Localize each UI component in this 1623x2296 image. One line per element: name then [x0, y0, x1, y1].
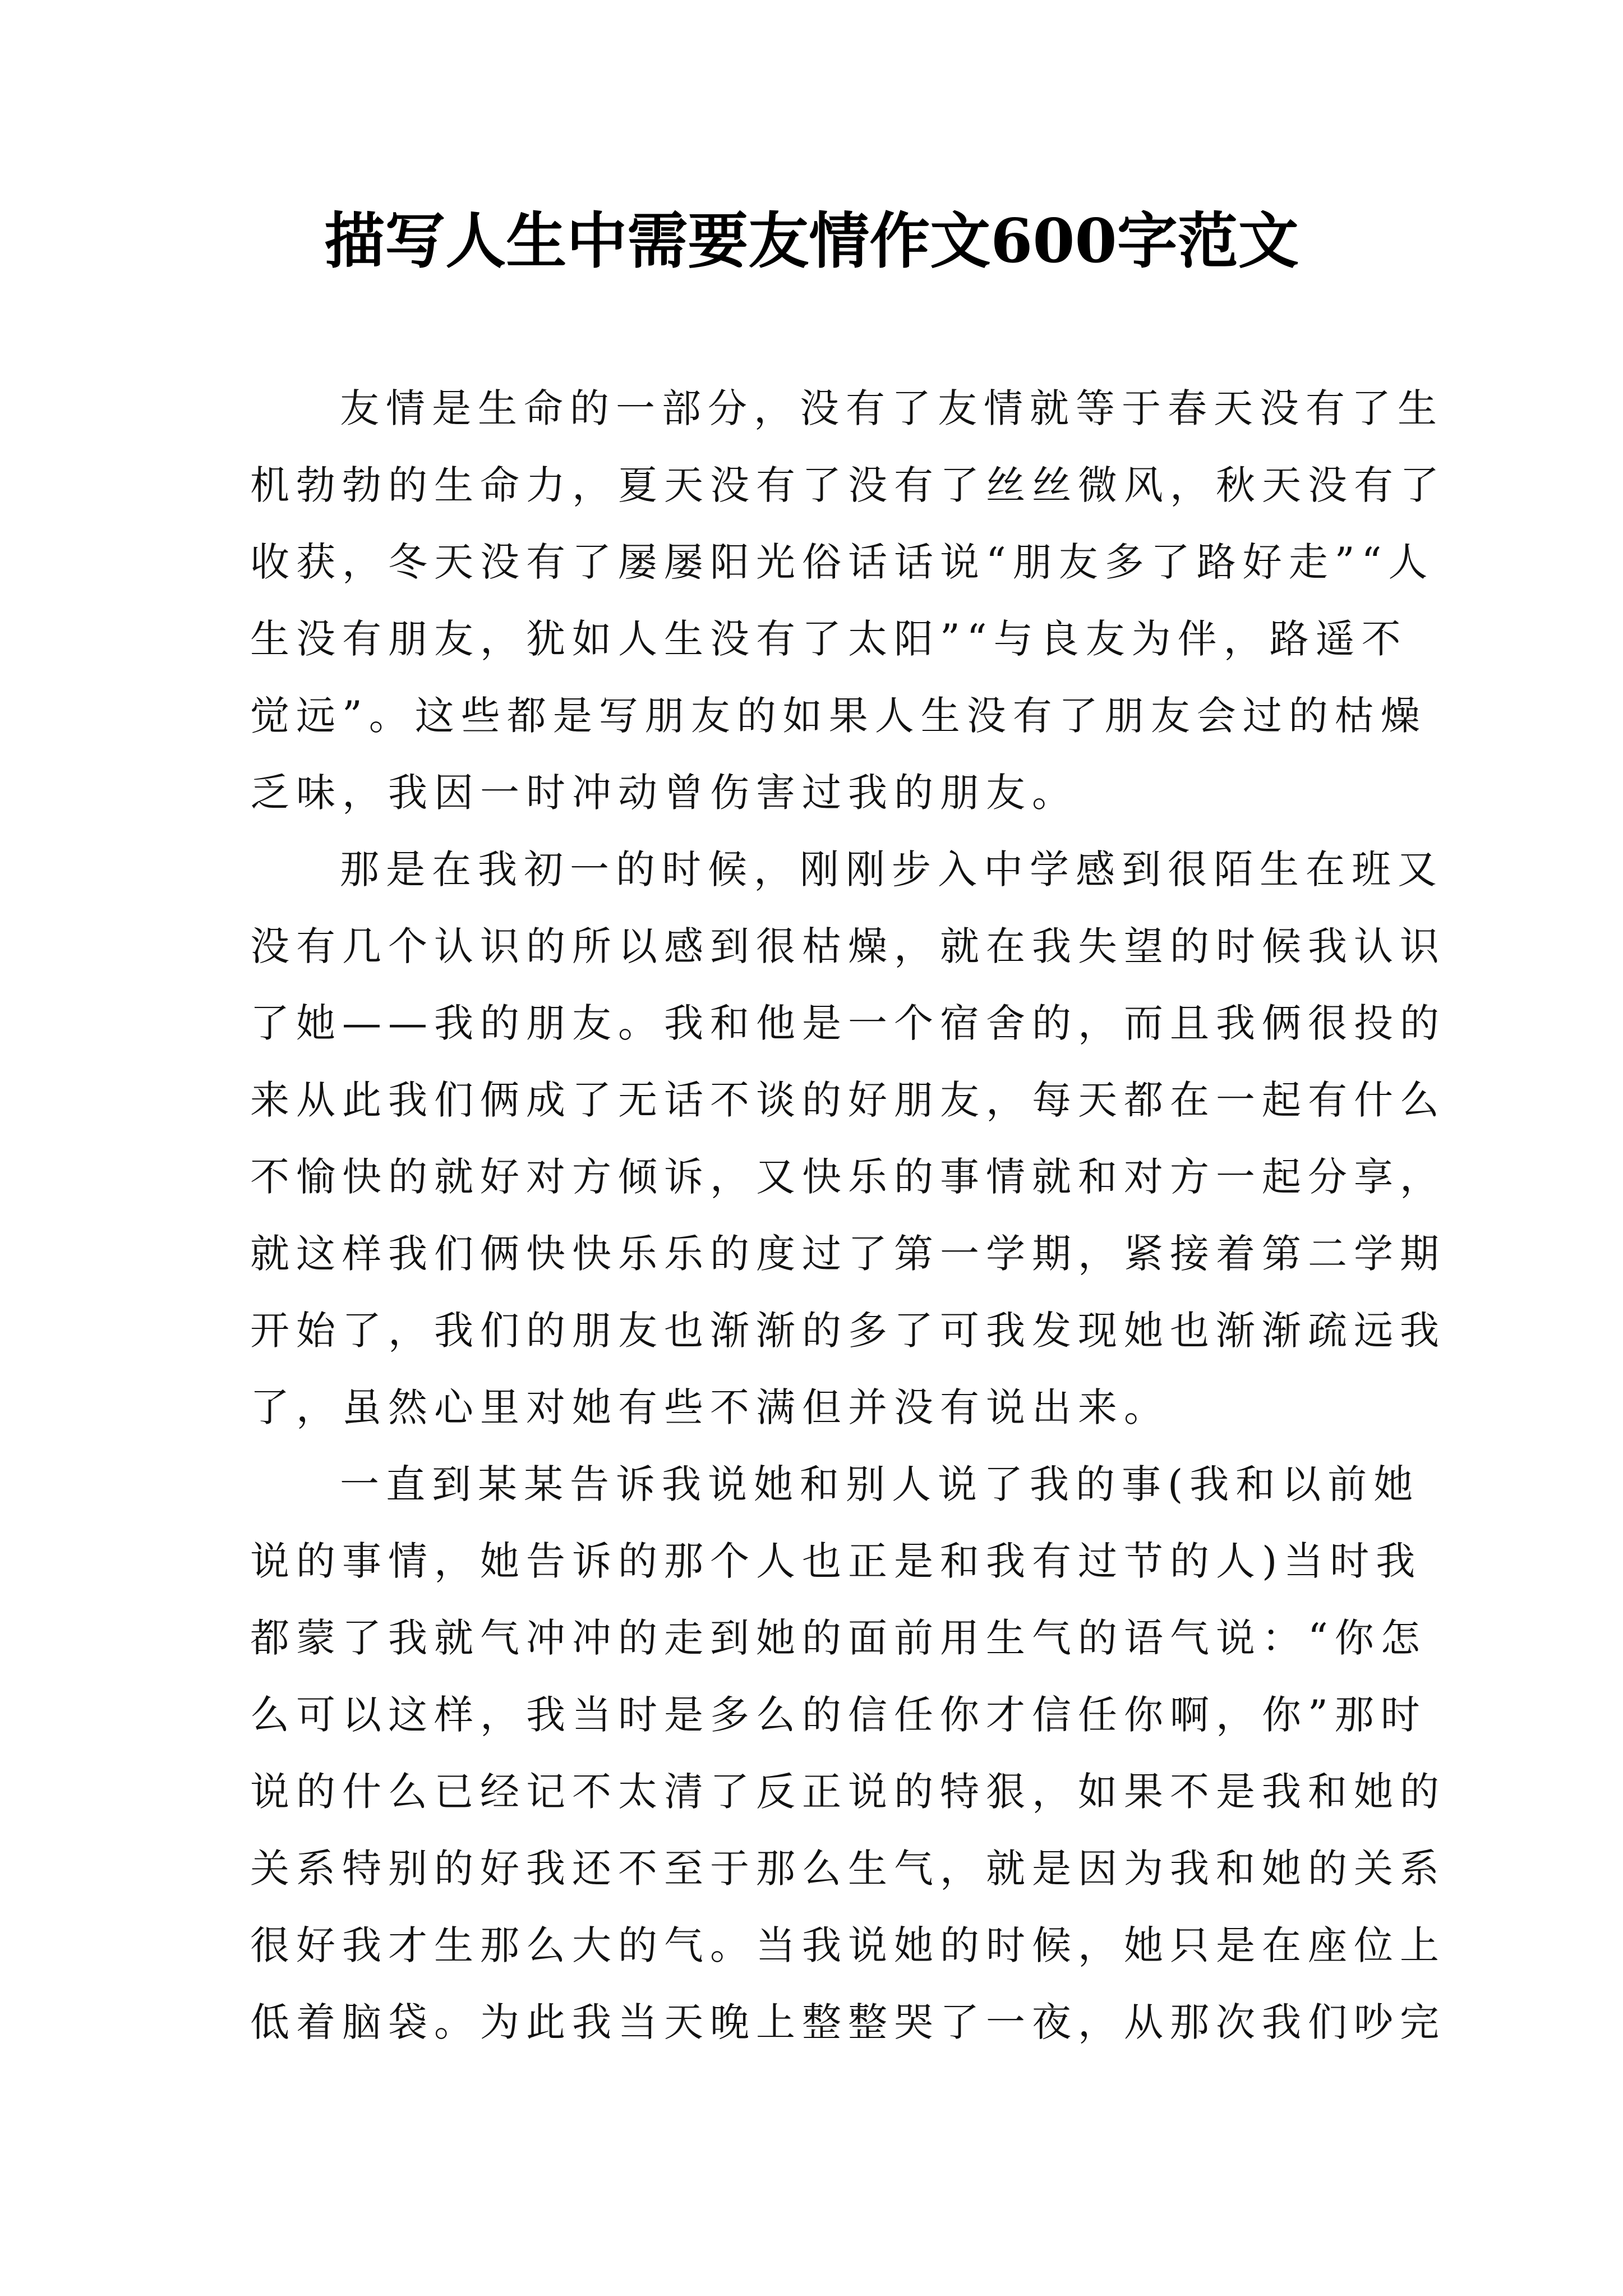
text-line: 收获，冬天没有了屡屡阳光俗话话说“朋友多了路好走”“人 [250, 539, 1435, 585]
document-body [250, 370, 1446, 2061]
text-line: 生没有朋友，犹如人生没有了太阳”“与良友为伴，路遥不 [250, 616, 1408, 662]
text-line: 一直到某某告诉我说她和别人说了我的事(我和以前她 [340, 1461, 1420, 1507]
text-line: 关系特别的好我还不至于那么生气，就是因为我和她的关系 [250, 1846, 1446, 1892]
text-line: 开始了，我们的朋友也渐渐的多了可我发现她也渐渐疏远我 [250, 1308, 1446, 1354]
text-line: 那是在我初一的时候，刚刚步入中学感到很陌生在班又 [340, 846, 1444, 892]
text-line: 不愉快的就好对方倾诉，又快乐的事情就和对方一起分享， [250, 1154, 1446, 1200]
text-line: 友情是生命的一部分，没有了友情就等于春天没有了生 [340, 385, 1444, 431]
text-line: 么可以这样，我当时是多么的信任你才信任你啊，你”那时 [250, 1692, 1427, 1738]
text-line: 说的事情，她告诉的那个人也正是和我有过节的人)当时我 [250, 1538, 1422, 1584]
text-line: 都蒙了我就气冲冲的走到她的面前用生气的语气说：“你怎 [250, 1615, 1427, 1661]
text-line: 觉远”。这些都是写朋友的如果人生没有了朋友会过的枯燥 [250, 693, 1427, 739]
text-line: 乏味，我因一时冲动曾伤害过我的朋友。 [250, 770, 1078, 816]
text-line: 了，虽然心里对她有些不满但并没有说出来。 [250, 1384, 1170, 1430]
text-line: 很好我才生那么大的气。当我说她的时候，她只是在座位上 [250, 1922, 1446, 1968]
text-line: 低着脑袋。为此我当天晚上整整哭了一夜，从那次我们吵完 [250, 1999, 1446, 2045]
text-line: 说的什么已经记不太清了反正说的特狠，如果不是我和她的 [250, 1769, 1446, 1815]
text-line: 没有几个认识的所以感到很枯燥，就在我失望的时候我认识 [250, 923, 1446, 969]
text-line: 机勃勃的生命力，夏天没有了没有了丝丝微风，秋天没有了 [250, 462, 1446, 508]
document-title: 描写人生中需要友情作文600字范文 [324, 206, 1299, 277]
text-line: 来从此我们俩成了无话不谈的好朋友，每天都在一起有什么 [250, 1077, 1446, 1123]
text-line: 就这样我们俩快快乐乐的度过了第一学期，紧接着第二学期 [250, 1231, 1446, 1277]
text-line: 了她——我的朋友。我和他是一个宿舍的，而且我俩很投的 [250, 1000, 1446, 1046]
